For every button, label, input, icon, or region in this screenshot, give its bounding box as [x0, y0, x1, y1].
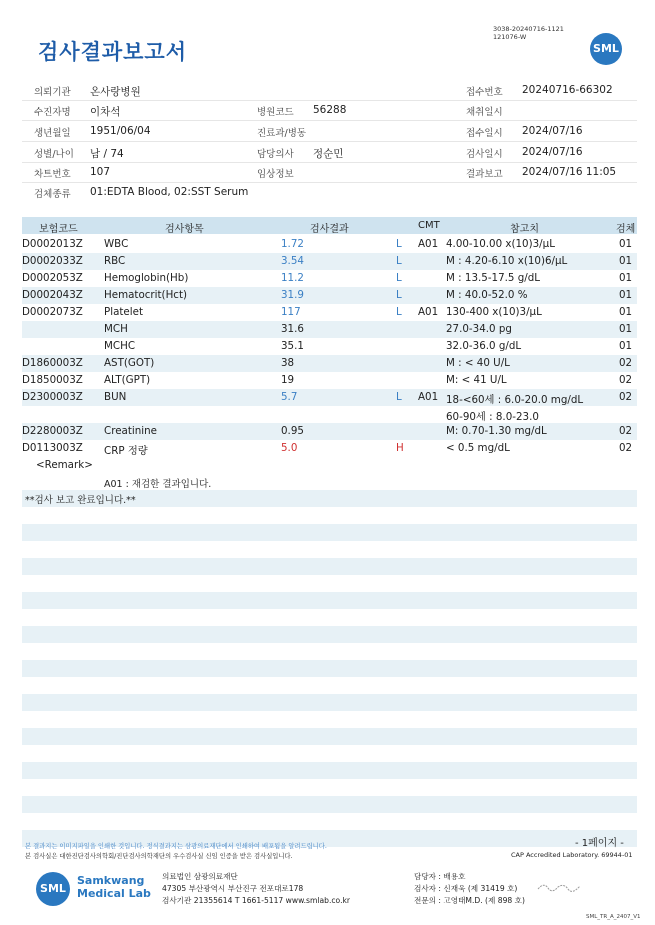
org-contact: 검사기관 21355614 T 1661-5117 www.smlab.co.kr [162, 896, 350, 905]
cell-flag: L [396, 289, 402, 301]
cell-cmt: A01 [418, 391, 439, 403]
sml-logo: SML [590, 33, 622, 65]
cell-result: 35.1 [281, 340, 304, 352]
info-row-chart: 차트번호 107 임상정보 결과보고 2024/07/16 11:05 [22, 162, 637, 183]
cell-spec: 01 [619, 272, 633, 284]
info-row-specimen: 검체종류 01:EDTA Blood, 02:SST Serum [34, 186, 249, 200]
cell-item: Platelet [104, 306, 143, 318]
page-title: 검사결과보고서 [38, 40, 188, 64]
cell-result: 117 [281, 306, 301, 318]
cell-item: MCH [104, 323, 128, 335]
doctor: 정순민 [313, 148, 344, 160]
cell-spec: 01 [619, 340, 633, 352]
staff-tester: 검사자 : 신재욱 (제 31419 호) [414, 884, 518, 893]
cell-result: 0.95 [281, 425, 304, 437]
table-row [22, 355, 637, 372]
cell-result: 31.9 [281, 289, 304, 301]
cell-spec: 02 [619, 374, 633, 386]
cell-code: D1850003Z [22, 374, 83, 386]
cell-item: MCHC [104, 340, 136, 352]
empty-row [22, 558, 637, 575]
cell-ref: M : 4.20-6.10 x(10)6/μL [446, 255, 568, 267]
footer-note-1: 본 결과지는 이미지파일을 인쇄한 것입니다. 정식결과지는 삼광의료재단에서 인쇄하여 배포됨을 알려드립니다. [25, 843, 327, 850]
table-row [22, 287, 637, 304]
cell-spec: 01 [619, 323, 633, 335]
cell-item: Hematocrit(Hct) [104, 289, 188, 301]
table-row [22, 321, 637, 338]
remark-text: A01 : 재검한 결과입니다. [104, 479, 212, 490]
signature-mark [536, 880, 586, 894]
table-row [22, 389, 637, 406]
cell-cmt: A01 [418, 306, 439, 318]
table-row [22, 253, 637, 270]
empty-row [22, 592, 637, 609]
info-row-name: 수진자명 이차석 병원코드 56288 채취일시 [22, 100, 637, 121]
staff-manager: 담당자 : 배용호 [414, 872, 466, 881]
cell-item: ALT(GPT) [104, 374, 151, 386]
cell-flag: L [396, 255, 402, 267]
cell-flag: L [396, 391, 402, 403]
cell-item: BUN [104, 391, 127, 403]
org-address: 47305 부산광역시 부산진구 전포대로178 [162, 884, 304, 893]
remark-label: <Remark> [36, 459, 93, 471]
table-row [22, 406, 637, 423]
cell-result: 1.72 [281, 238, 304, 250]
cell-ref: M : < 40 U/L [446, 357, 510, 369]
cell-ref: M: < 41 U/L [446, 374, 507, 386]
footer-note-2: 본 검사실은 대한진단검사의학회/진단검사의학재단의 우수검사실 신임 인증을 받은 검사실입니다. [25, 853, 293, 860]
empty-row [22, 660, 637, 677]
patient-name: 이차석 [90, 106, 121, 118]
cell-spec: 02 [619, 442, 633, 454]
empty-row [22, 694, 637, 711]
cap-accreditation: CAP Accredited Laboratory. 69944-01 [511, 851, 633, 859]
sex-age: 남 / 74 [90, 148, 124, 160]
cell-ref: 60-90세 : 8.0-23.0 [446, 411, 539, 423]
cell-item: AST(GOT) [104, 357, 155, 369]
company-name: Samkwang Medical Lab [77, 874, 151, 900]
cell-code: D2280003Z [22, 425, 83, 437]
cell-result: 3.54 [281, 255, 304, 267]
specimen-types: 01:EDTA Blood, 02:SST Serum [90, 186, 249, 198]
org-name: 의료법인 삼광의료재단 [162, 872, 238, 881]
cell-spec: 02 [619, 391, 633, 403]
cell-result: 31.6 [281, 323, 304, 335]
cell-spec: 01 [619, 306, 633, 318]
cell-item: Hemoglobin(Hb) [104, 272, 189, 284]
page-number: - 1페이지 - [575, 838, 624, 849]
table-row [22, 236, 637, 253]
document-number: 3038-20240716-1121 121076-W [493, 25, 564, 41]
results-table-header: 보험코드 검사항목 검사결과 CMT 참고치 검체 [22, 217, 637, 234]
cell-code: D0002073Z [22, 306, 83, 318]
cell-ref: 4.00-10.00 x(10)3/μL [446, 238, 555, 250]
cell-cmt: A01 [418, 238, 439, 250]
cell-ref: M: 0.70-1.30 mg/dL [446, 425, 547, 437]
cell-ref: < 0.5 mg/dL [446, 442, 510, 454]
cell-code: D1860003Z [22, 357, 83, 369]
birth-date: 1951/06/04 [90, 125, 151, 137]
chart-no: 107 [90, 166, 111, 178]
report-date: 2024/07/16 11:05 [522, 166, 617, 178]
cell-item: CRP 정량 [104, 445, 148, 457]
table-row [22, 338, 637, 355]
cell-spec: 02 [619, 425, 633, 437]
cell-flag: L [396, 238, 402, 250]
cell-spec: 02 [619, 357, 633, 369]
test-date: 2024/07/16 [522, 146, 583, 158]
table-row [22, 372, 637, 389]
cell-item: RBC [104, 255, 126, 267]
cell-spec: 01 [619, 238, 633, 250]
empty-row [22, 796, 637, 813]
cell-result: 38 [281, 357, 295, 369]
complete-row [22, 490, 637, 507]
cell-ref: 18-<60세 : 6.0-20.0 mg/dL [446, 394, 584, 406]
cell-item: WBC [104, 238, 129, 250]
cell-ref: 32.0-36.0 g/dL [446, 340, 522, 352]
info-row-org: 의뢰기관 온사랑병원 접수번호 20240716-66302 [22, 80, 637, 101]
remark-row [22, 457, 637, 474]
form-number: SML_TR_A_2407_V1 [586, 914, 641, 920]
cell-spec: 01 [619, 255, 633, 267]
cell-flag: L [396, 272, 402, 284]
cell-spec: 01 [619, 289, 633, 301]
sml-logo-bottom: SML [36, 872, 70, 906]
cell-ref: M : 13.5-17.5 g/dL [446, 272, 541, 284]
cell-ref: 130-400 x(10)3/μL [446, 306, 542, 318]
hospital-code: 56288 [313, 104, 347, 116]
cell-result: 5.7 [281, 391, 298, 403]
cell-flag: L [396, 306, 402, 318]
request-org: 온사랑병원 [90, 86, 141, 98]
received-date: 2024/07/16 [522, 125, 583, 137]
cell-result: 19 [281, 374, 295, 386]
cell-code: D2300003Z [22, 391, 83, 403]
empty-row [22, 762, 637, 779]
cell-code: D0113003Z [22, 442, 83, 454]
cell-code: D0002043Z [22, 289, 83, 301]
cell-code: D0002013Z [22, 238, 83, 250]
empty-row [22, 728, 637, 745]
remark-text-row [22, 474, 637, 491]
table-row [22, 440, 637, 457]
table-row [22, 270, 637, 287]
cell-item: Creatinine [104, 425, 157, 437]
cell-code: D0002033Z [22, 255, 83, 267]
report-complete: **검사 보고 완료입니다.** [25, 495, 136, 506]
empty-row [22, 626, 637, 643]
cell-ref: 27.0-34.0 pg [446, 323, 512, 335]
staff-specialist: 전문의 : 고영태M.D. (제 898 호) [414, 896, 525, 905]
info-row-birth: 생년월일 1951/06/04 진료과/병동 접수일시 2024/07/16 [22, 121, 637, 142]
cell-flag: H [396, 442, 404, 454]
cell-result: 11.2 [281, 272, 304, 284]
reception-no: 20240716-66302 [522, 84, 613, 96]
info-row-sex: 성별/나이 남 / 74 담당의사 정순민 검사일시 2024/07/16 [22, 142, 637, 163]
cell-code: D0002053Z [22, 272, 83, 284]
cell-result: 5.0 [281, 442, 298, 454]
table-row [22, 423, 637, 440]
empty-row [22, 524, 637, 541]
table-row [22, 304, 637, 321]
cell-ref: M : 40.0-52.0 % [446, 289, 528, 301]
